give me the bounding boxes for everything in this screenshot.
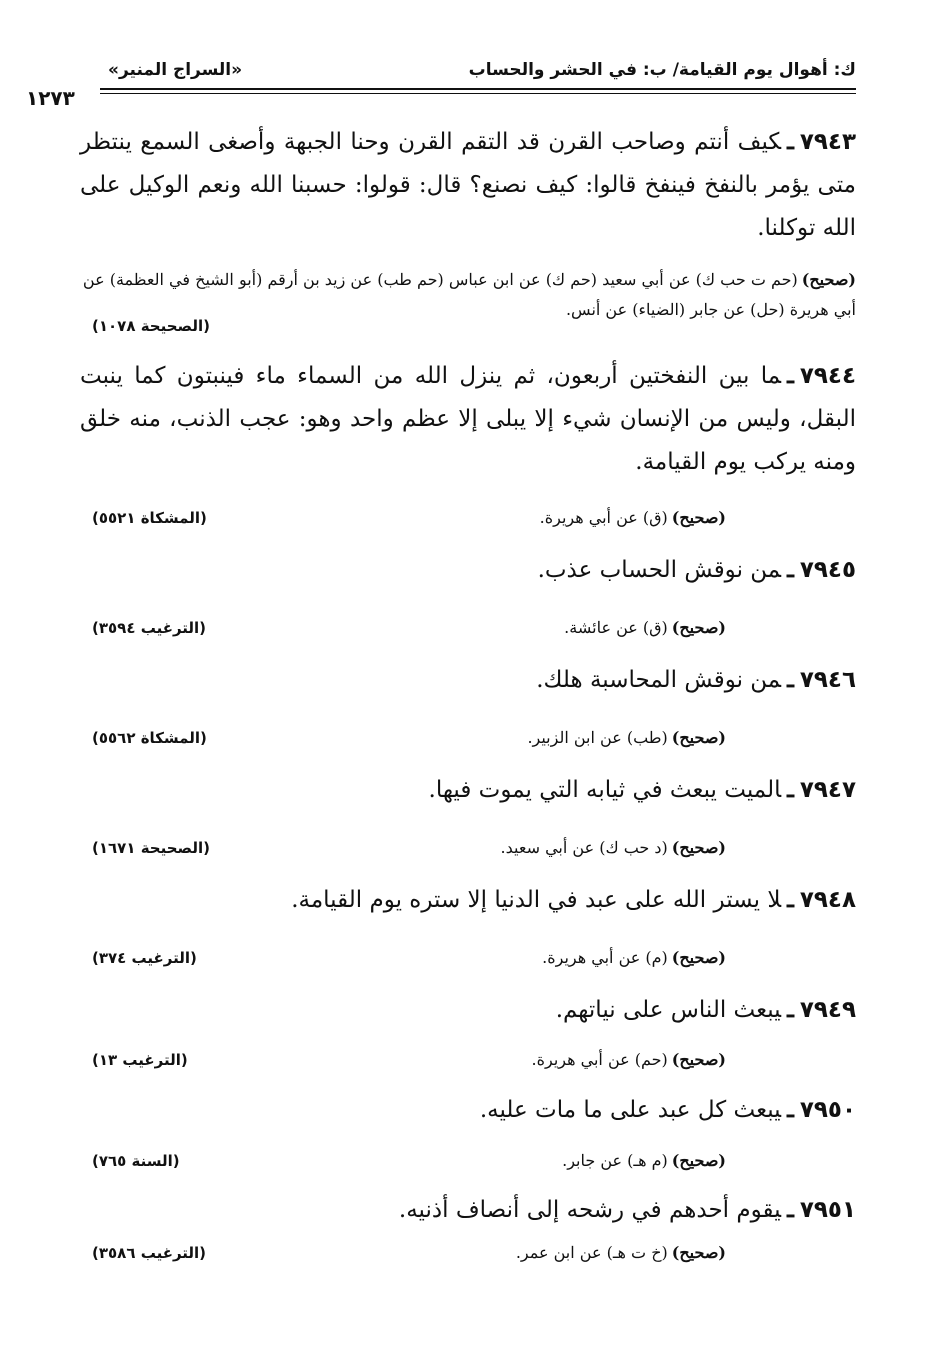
hadith-entry xyxy=(80,548,856,592)
grade: (صحيح) xyxy=(671,728,726,747)
source-line xyxy=(80,613,856,643)
dash: ـ xyxy=(787,776,794,803)
dash: ـ xyxy=(787,1096,794,1123)
reference: (الصحيحة ١٦٧١) xyxy=(92,839,210,857)
hadith-number: ٧٩٤٣ xyxy=(799,129,856,155)
hadith-text-block xyxy=(80,354,856,484)
source-text: (م) عن أبي هريرة. xyxy=(542,948,668,967)
source-body xyxy=(80,1045,856,1075)
chapter-title: ك: أهوال يوم القيامة/ ب: في الحشر والحساب xyxy=(468,60,856,80)
source-line xyxy=(80,1146,856,1176)
hadith-text-block xyxy=(80,658,856,702)
grade: (صحيح) xyxy=(671,618,726,637)
hadith-text: ما بين النفختين أربعون، ثم ينزل الله من السماء ماء فينبتون كما ينبت البقل، وليس من الإنسان شيء إلا يبلى إلا عظم واحد وهو: عجب الذنب، منه خلق ومنه يركب يوم القيامة. xyxy=(80,363,856,475)
hadith-entry xyxy=(80,658,856,702)
grade: (صحيح) xyxy=(671,508,726,527)
hadith-text: الميت يبعث في ثيابه التي يموت فيها. xyxy=(428,777,782,803)
dash: ـ xyxy=(787,886,794,913)
source-text: (ق) عن أبي هريرة. xyxy=(539,508,668,527)
hadith-text-block xyxy=(80,878,856,922)
grade: (صحيح) xyxy=(671,1050,726,1069)
hadith-text-block xyxy=(80,1188,856,1232)
source-text: (خ ت هـ) عن ابن عمر. xyxy=(515,1243,668,1262)
source-line xyxy=(80,265,856,335)
hadith-entry xyxy=(80,120,856,250)
dash: ـ xyxy=(787,128,794,155)
reference: (الترغيب ٣٧٤) xyxy=(92,949,197,967)
hadith-entry xyxy=(80,768,856,812)
grade: (صحيح) xyxy=(671,948,726,967)
reference: (المشكاة ٥٥٢١) xyxy=(92,509,207,527)
hadith-text-block xyxy=(80,1088,856,1132)
hadith-number: ٧٩٥٠ xyxy=(799,1097,856,1123)
source-line xyxy=(80,723,856,753)
grade: (صحيح) xyxy=(801,270,856,289)
hadith-text: كيف أنتم وصاحب القرن قد التقم القرن وحنا الجبهة وأصغى السمع ينتظر متى يؤمر بالنفخ فينفخ قالوا: كيف نصنع؟ قال: قولوا: حسبنا الله ونعم الوكيل على الله توكلنا. xyxy=(80,129,856,241)
hadith-number: ٧٩٤٥ xyxy=(799,557,856,583)
grade: (صحيح) xyxy=(671,838,726,857)
hadith-text: يبعث كل عبد على ما مات عليه. xyxy=(479,1097,782,1123)
source-line xyxy=(80,1238,856,1268)
dash: ـ xyxy=(787,996,794,1023)
hadith-text: من نوقش المحاسبة هلك. xyxy=(536,667,782,693)
running-head xyxy=(80,60,856,88)
source-line xyxy=(80,503,856,533)
reference: (الترغيب ١٣) xyxy=(92,1051,188,1069)
source-text: (حم) عن أبي هريرة. xyxy=(531,1050,668,1069)
hadith-entry xyxy=(80,1188,856,1232)
header-rule xyxy=(100,88,856,90)
hadith-number: ٧٩٤٨ xyxy=(799,887,856,913)
dash: ـ xyxy=(787,556,794,583)
source-body xyxy=(80,1146,856,1176)
hadith-text-block xyxy=(80,548,856,592)
dash: ـ xyxy=(787,362,794,389)
dash: ـ xyxy=(787,666,794,693)
reference: (الترغيب ٣٥٨٦) xyxy=(92,1244,207,1262)
hadith-number: ٧٩٤٤ xyxy=(799,363,856,389)
source-line xyxy=(80,943,856,973)
source-text: (ق) عن عائشة. xyxy=(564,618,668,637)
source-text: (د حب ك) عن أبي سعيد. xyxy=(500,838,668,857)
grade: (صحيح) xyxy=(671,1151,726,1170)
source-line xyxy=(80,833,856,863)
hadith-text-block xyxy=(80,120,856,250)
grade: (صحيح) xyxy=(671,1243,726,1262)
hadith-text: لا يستر الله على عبد في الدنيا إلا ستره يوم القيامة. xyxy=(291,887,782,913)
dash: ـ xyxy=(787,1196,794,1223)
source-text: (حم ت حب ك) عن أبي سعيد (حم ك) عن ابن عباس (حم طب) عن زيد بن أرقم (أبو الشيخ في العظمة) عن أبي هريرة (حل) عن جابر (الضياء) عن أنس. xyxy=(82,270,856,319)
hadith-text-block xyxy=(80,768,856,812)
reference: (الصحيحة ١٠٧٨) xyxy=(92,317,210,335)
hadith-number: ٧٩٤٦ xyxy=(799,667,856,693)
source-text: (م هـ) عن جابر. xyxy=(562,1151,668,1170)
source-line xyxy=(80,1045,856,1075)
page-number: ١٢٧٣ xyxy=(26,86,75,110)
hadith-number: ٧٩٤٧ xyxy=(799,777,856,803)
header-rule-thin xyxy=(100,93,856,94)
source-text: (طب) عن ابن الزبير. xyxy=(527,728,668,747)
reference: (الترغيب ٣٥٩٤) xyxy=(92,619,207,637)
hadith-text: من نوقش الحساب عذب. xyxy=(537,557,782,583)
hadith-text: يقوم أحدهم في رشحه إلى أنصاف أذنيه. xyxy=(398,1197,782,1223)
hadith-entry xyxy=(80,988,856,1032)
reference: (المشكاة ٥٥٦٢) xyxy=(92,729,207,747)
hadith-number: ٧٩٥١ xyxy=(799,1197,856,1223)
hadith-entry xyxy=(80,1088,856,1132)
hadith-text: يبعث الناس على نياتهم. xyxy=(555,997,782,1023)
hadith-entry xyxy=(80,878,856,922)
book-title: «السراج المنير» xyxy=(108,60,243,80)
reference: (السنة ٧٦٥) xyxy=(92,1152,180,1170)
hadith-text-block xyxy=(80,988,856,1032)
hadith-number: ٧٩٤٩ xyxy=(799,997,856,1023)
hadith-entry xyxy=(80,354,856,484)
